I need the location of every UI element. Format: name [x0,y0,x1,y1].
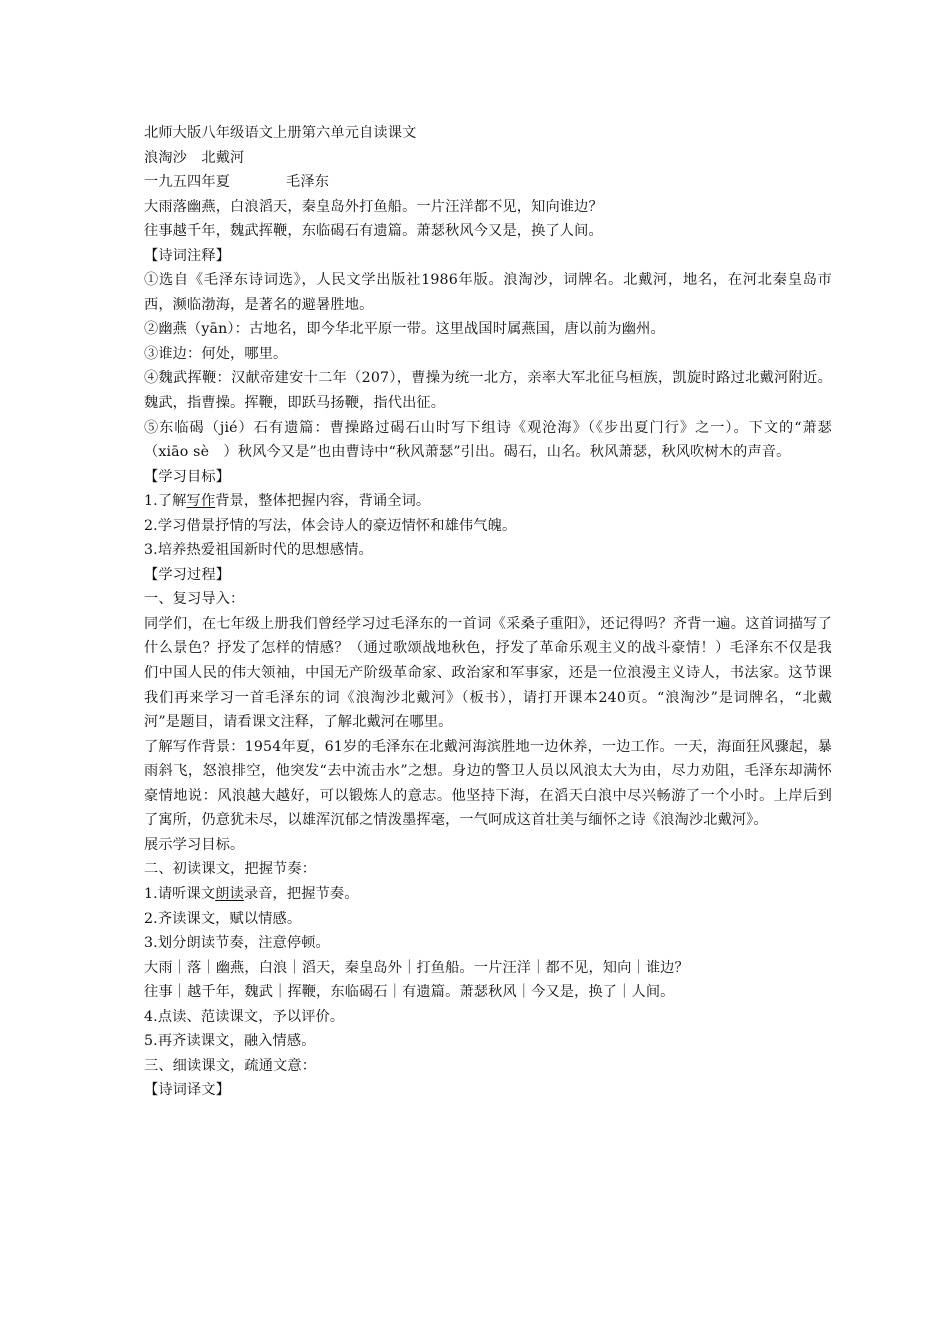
poem-line: 大雨落幽燕，白浪滔天，秦皇岛外打鱼船。一片汪洋都不见，知向谁边？ [144,198,603,215]
rhythm-line: 往事｜越千年，魏武｜挥鞭，东临碣石｜有遗篇。萧瑟秋风｜今又是，换了｜人间。 [144,984,675,1001]
rhythm-line: 大雨｜落｜幽燕，白浪｜滔天，秦皇岛外｜打鱼船。一片汪洋｜都不见，知向｜谁边？ [144,959,689,976]
step-item: 3.划分朗读节奏，注意停顿。 [144,935,330,952]
note-item: ④魏武挥鞭：汉献帝建安十二年（207），曹操为统一北方，亲率大军北征乌桓族，凯旋时路过北戴河附近。魏武，指曹操。挥鞭，即跃马扬鞭，指代出征。 [144,370,832,412]
poem-line: 往事越千年，魏武挥鞭，东临碣石有遗篇。萧瑟秋风今又是，换了人间。 [144,223,603,240]
step-item: 2.齐读课文，赋以情感。 [144,910,302,927]
step-item [144,882,832,907]
translation-heading: 【诗词译文】 [144,1082,231,1099]
intro-paragraph: 同学们，在七年级上册我们曾经学习过毛泽东的一首词《采桑子重阳》，还记得吗？齐背一遍。这首词描写了什么景色？抒发了怎样的情感？（通过歌颂战地秋色，抒发了革命乐观主义的战斗豪情！）毛泽东不仅是我们中国人民的伟大领袖，中国无产阶级革命家、政治家和军事家，还是一位浪漫主义诗人，书法家。这节课我们再来学习一首毛泽东的词《浪淘沙北戴河》（板书），请打开课本240页。“浪淘沙”是词牌名，“北戴河”是题目，请看课文注释，了解北戴河在哪里。 [144,615,832,731]
note-item: ③谁边：何处，哪里。 [144,345,288,362]
section-title: 二、初读课文，把握节奏： [144,861,317,878]
note-item: ⑤东临碣（jié）石有遗篇：曹操路过碣石山时写下组诗《观沧海》（《步出夏门行》之一）。下文的“萧瑟（xiāo sè ）秋风今又是”也由曹诗中“秋风萧瑟”引出。碣石，山名。秋风萧瑟，秋风吹树木的声音。 [144,419,832,461]
poem-date: 一九五四年夏 [144,174,231,191]
reading-link[interactable]: 朗读 [215,885,244,902]
writing-link[interactable]: 写作 [186,493,216,510]
goal-item [144,489,832,514]
step-text: 1.请听课文 [144,885,216,902]
poem-author: 毛泽东 [286,174,330,191]
process-heading: 【学习过程】 [144,566,231,583]
notes-heading: 【诗词注释】 [144,247,231,264]
goal-text: 1.了解 [144,493,187,510]
show-goals-line: 展示学习目标。 [144,836,245,853]
goal-text: 背景，整体把握内容，背诵全词。 [215,493,431,510]
document-title: 北师大版八年级语文上册第六单元自读课文 [144,125,417,141]
note-item: ②幽燕（yān）：古地名，即今华北平原一带。这里战国时属燕国，唐以前为幽州。 [144,321,665,338]
date-author-line [144,170,832,195]
section-title: 三、细读课文，疏通文意： [144,1057,317,1074]
background-paragraph: 了解写作背景：1954年夏，61岁的毛泽东在北戴河海滨胜地一边休养，一边工作。一天，海面狂风骤起，暴雨斜飞，怒浪排空，他突发“去中流击水”之想。身边的警卫人员以风浪太大为由，尽力劝阻，毛泽东却满怀豪情地说：风浪越大越好，可以锻炼人的意志。他坚持下海，在滔天白浪中尽兴畅游了一个小时。上岸后到了寓所，仍意犹未尽，以雄浑沉郁之情泼墨挥毫，一气呵成这首壮美与缅怀之诗《浪淘沙北戴河》。 [144,738,832,829]
goals-heading: 【学习目标】 [144,468,231,485]
note-item: ①选自《毛泽东诗词选》，人民文学出版社1986年版。浪淘沙，词牌名。北戴河，地名，在河北秦皇岛市西，濒临渤海，是著名的避暑胜地。 [144,272,832,313]
goal-item: 2.学习借景抒情的写法，体会诗人的豪迈情怀和雄伟气魄。 [144,517,517,534]
step-item: 5.再齐读课文，融入情感。 [144,1033,316,1050]
step-item: 4.点读、范读课文，予以评价。 [144,1008,345,1025]
step-text: 录音，把握节奏。 [243,885,359,902]
goal-item: 3.培养热爱祖国新时代的思想感情。 [144,542,373,559]
poem-title: 浪淘沙 北戴河 [144,149,245,166]
section-title: 一、复习导入： [144,591,245,608]
